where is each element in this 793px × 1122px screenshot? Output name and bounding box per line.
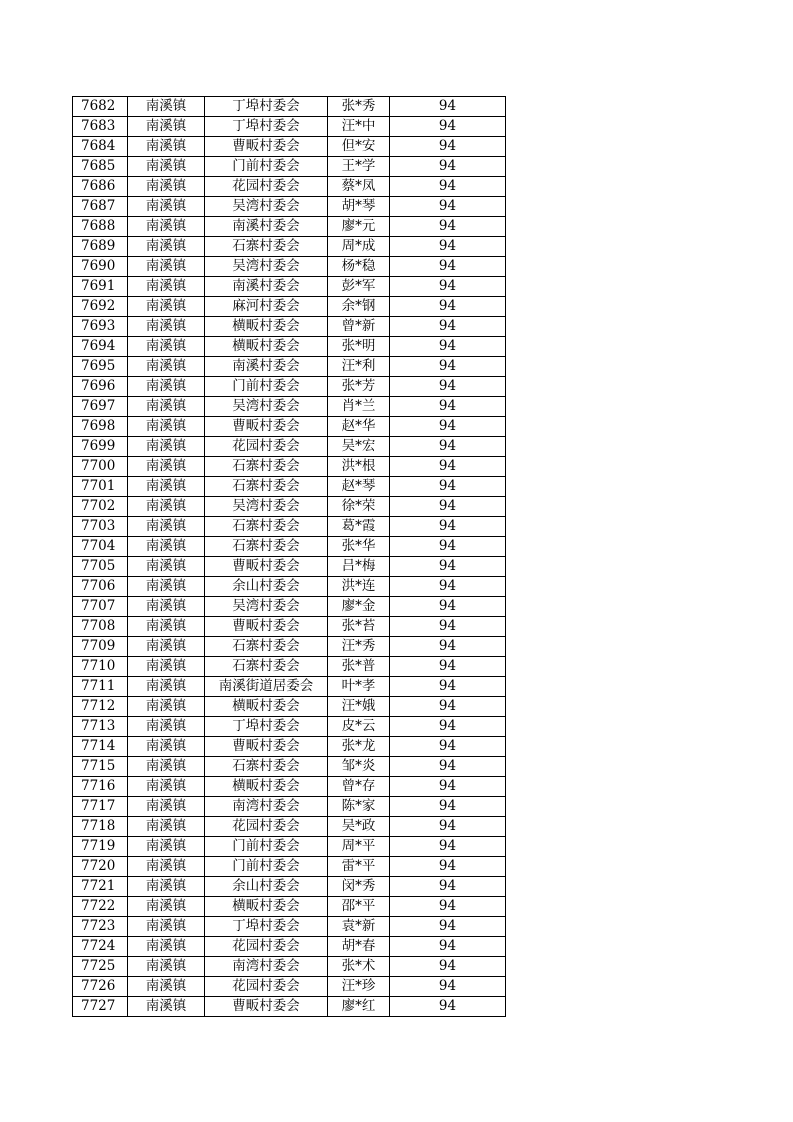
score-cell: 94 xyxy=(390,357,506,377)
table-row xyxy=(73,937,506,957)
village-cell: 门前村委会 xyxy=(205,837,328,857)
village-cell: 余山村委会 xyxy=(205,877,328,897)
score-cell: 94 xyxy=(390,797,506,817)
score-cell: 94 xyxy=(390,297,506,317)
village-cell: 石寨村委会 xyxy=(205,537,328,557)
person-name-cell: 洪*根 xyxy=(328,457,390,477)
record-id-cell: 7705 xyxy=(73,557,128,577)
table-row xyxy=(73,277,506,297)
village-cell: 石寨村委会 xyxy=(205,757,328,777)
table-row xyxy=(73,297,506,317)
village-cell: 石寨村委会 xyxy=(205,657,328,677)
person-name-cell: 雷*平 xyxy=(328,857,390,877)
record-table-body xyxy=(73,97,506,1017)
town-cell: 南溪镇 xyxy=(128,397,205,417)
score-cell: 94 xyxy=(390,637,506,657)
table-row xyxy=(73,777,506,797)
table-row xyxy=(73,757,506,777)
town-cell: 南溪镇 xyxy=(128,837,205,857)
town-cell: 南溪镇 xyxy=(128,597,205,617)
record-id-cell: 7698 xyxy=(73,417,128,437)
score-cell: 94 xyxy=(390,137,506,157)
score-cell: 94 xyxy=(390,337,506,357)
score-cell: 94 xyxy=(390,877,506,897)
person-name-cell: 葛*霞 xyxy=(328,517,390,537)
score-cell: 94 xyxy=(390,837,506,857)
score-cell: 94 xyxy=(390,717,506,737)
table-row xyxy=(73,977,506,997)
score-cell: 94 xyxy=(390,557,506,577)
score-cell: 94 xyxy=(390,497,506,517)
table-row xyxy=(73,577,506,597)
person-name-cell: 吕*梅 xyxy=(328,557,390,577)
table-row xyxy=(73,877,506,897)
village-cell: 横畈村委会 xyxy=(205,897,328,917)
score-cell: 94 xyxy=(390,257,506,277)
record-id-cell: 7683 xyxy=(73,117,128,137)
town-cell: 南溪镇 xyxy=(128,617,205,637)
score-cell: 94 xyxy=(390,177,506,197)
score-cell: 94 xyxy=(390,697,506,717)
table-row xyxy=(73,457,506,477)
town-cell: 南溪镇 xyxy=(128,97,205,117)
village-cell: 吴湾村委会 xyxy=(205,257,328,277)
town-cell: 南溪镇 xyxy=(128,957,205,977)
score-cell: 94 xyxy=(390,997,506,1017)
person-name-cell: 赵*琴 xyxy=(328,477,390,497)
village-cell: 曹畈村委会 xyxy=(205,737,328,757)
score-cell: 94 xyxy=(390,737,506,757)
village-cell: 石寨村委会 xyxy=(205,477,328,497)
person-name-cell: 邵*平 xyxy=(328,897,390,917)
village-cell: 南溪村委会 xyxy=(205,357,328,377)
town-cell: 南溪镇 xyxy=(128,897,205,917)
person-name-cell: 杨*稳 xyxy=(328,257,390,277)
village-cell: 吴湾村委会 xyxy=(205,497,328,517)
score-cell: 94 xyxy=(390,517,506,537)
village-cell: 吴湾村委会 xyxy=(205,197,328,217)
town-cell: 南溪镇 xyxy=(128,177,205,197)
person-name-cell: 陈*家 xyxy=(328,797,390,817)
table-row xyxy=(73,97,506,117)
table-row xyxy=(73,837,506,857)
person-name-cell: 吴*政 xyxy=(328,817,390,837)
town-cell: 南溪镇 xyxy=(128,797,205,817)
table-row xyxy=(73,557,506,577)
town-cell: 南溪镇 xyxy=(128,277,205,297)
score-cell: 94 xyxy=(390,277,506,297)
town-cell: 南溪镇 xyxy=(128,477,205,497)
score-cell: 94 xyxy=(390,537,506,557)
table-row xyxy=(73,437,506,457)
table-row xyxy=(73,137,506,157)
record-id-cell: 7697 xyxy=(73,397,128,417)
town-cell: 南溪镇 xyxy=(128,457,205,477)
record-id-cell: 7718 xyxy=(73,817,128,837)
score-cell: 94 xyxy=(390,817,506,837)
village-cell: 花园村委会 xyxy=(205,937,328,957)
score-cell: 94 xyxy=(390,97,506,117)
town-cell: 南溪镇 xyxy=(128,777,205,797)
town-cell: 南溪镇 xyxy=(128,757,205,777)
table-row xyxy=(73,497,506,517)
score-cell: 94 xyxy=(390,477,506,497)
village-cell: 丁埠村委会 xyxy=(205,117,328,137)
town-cell: 南溪镇 xyxy=(128,677,205,697)
person-name-cell: 胡*琴 xyxy=(328,197,390,217)
village-cell: 花园村委会 xyxy=(205,437,328,457)
record-id-cell: 7694 xyxy=(73,337,128,357)
village-cell: 曹畈村委会 xyxy=(205,557,328,577)
village-cell: 门前村委会 xyxy=(205,157,328,177)
person-name-cell: 蔡*凤 xyxy=(328,177,390,197)
score-cell: 94 xyxy=(390,977,506,997)
village-cell: 麻河村委会 xyxy=(205,297,328,317)
score-cell: 94 xyxy=(390,237,506,257)
score-cell: 94 xyxy=(390,397,506,417)
town-cell: 南溪镇 xyxy=(128,717,205,737)
town-cell: 南溪镇 xyxy=(128,737,205,757)
town-cell: 南溪镇 xyxy=(128,637,205,657)
record-id-cell: 7720 xyxy=(73,857,128,877)
table-row xyxy=(73,377,506,397)
record-id-cell: 7684 xyxy=(73,137,128,157)
village-cell: 石寨村委会 xyxy=(205,457,328,477)
table-row xyxy=(73,197,506,217)
town-cell: 南溪镇 xyxy=(128,157,205,177)
record-id-cell: 7714 xyxy=(73,737,128,757)
table-row xyxy=(73,417,506,437)
person-name-cell: 廖*红 xyxy=(328,997,390,1017)
village-cell: 花园村委会 xyxy=(205,817,328,837)
record-id-cell: 7708 xyxy=(73,617,128,637)
person-name-cell: 曾*存 xyxy=(328,777,390,797)
village-cell: 花园村委会 xyxy=(205,977,328,997)
record-id-cell: 7713 xyxy=(73,717,128,737)
score-cell: 94 xyxy=(390,437,506,457)
record-id-cell: 7701 xyxy=(73,477,128,497)
score-cell: 94 xyxy=(390,897,506,917)
town-cell: 南溪镇 xyxy=(128,237,205,257)
record-id-cell: 7712 xyxy=(73,697,128,717)
record-id-cell: 7721 xyxy=(73,877,128,897)
village-cell: 横畈村委会 xyxy=(205,337,328,357)
person-name-cell: 张*芳 xyxy=(328,377,390,397)
record-id-cell: 7724 xyxy=(73,937,128,957)
table-row xyxy=(73,397,506,417)
record-id-cell: 7687 xyxy=(73,197,128,217)
town-cell: 南溪镇 xyxy=(128,997,205,1017)
record-id-cell: 7702 xyxy=(73,497,128,517)
village-cell: 曹畈村委会 xyxy=(205,997,328,1017)
person-name-cell: 周*成 xyxy=(328,237,390,257)
score-cell: 94 xyxy=(390,757,506,777)
record-id-cell: 7717 xyxy=(73,797,128,817)
village-cell: 门前村委会 xyxy=(205,857,328,877)
village-cell: 南溪村委会 xyxy=(205,217,328,237)
table-row xyxy=(73,697,506,717)
town-cell: 南溪镇 xyxy=(128,217,205,237)
table-row xyxy=(73,737,506,757)
town-cell: 南溪镇 xyxy=(128,917,205,937)
village-cell: 南溪村委会 xyxy=(205,277,328,297)
person-name-cell: 张*术 xyxy=(328,957,390,977)
town-cell: 南溪镇 xyxy=(128,937,205,957)
town-cell: 南溪镇 xyxy=(128,117,205,137)
score-cell: 94 xyxy=(390,857,506,877)
record-id-cell: 7689 xyxy=(73,237,128,257)
table-row xyxy=(73,717,506,737)
record-id-cell: 7691 xyxy=(73,277,128,297)
village-cell: 石寨村委会 xyxy=(205,517,328,537)
score-cell: 94 xyxy=(390,677,506,697)
person-name-cell: 周*平 xyxy=(328,837,390,857)
person-name-cell: 闵*秀 xyxy=(328,877,390,897)
table-row xyxy=(73,657,506,677)
town-cell: 南溪镇 xyxy=(128,657,205,677)
person-name-cell: 张*秀 xyxy=(328,97,390,117)
person-name-cell: 但*安 xyxy=(328,137,390,157)
person-name-cell: 张*苔 xyxy=(328,617,390,637)
record-id-cell: 7725 xyxy=(73,957,128,977)
score-cell: 94 xyxy=(390,417,506,437)
score-cell: 94 xyxy=(390,957,506,977)
person-name-cell: 曾*新 xyxy=(328,317,390,337)
person-name-cell: 徐*荣 xyxy=(328,497,390,517)
person-name-cell: 余*钢 xyxy=(328,297,390,317)
record-id-cell: 7716 xyxy=(73,777,128,797)
table-row xyxy=(73,117,506,137)
village-cell: 花园村委会 xyxy=(205,177,328,197)
town-cell: 南溪镇 xyxy=(128,337,205,357)
table-row xyxy=(73,617,506,637)
town-cell: 南溪镇 xyxy=(128,197,205,217)
town-cell: 南溪镇 xyxy=(128,437,205,457)
town-cell: 南溪镇 xyxy=(128,577,205,597)
record-id-cell: 7700 xyxy=(73,457,128,477)
record-id-cell: 7685 xyxy=(73,157,128,177)
score-cell: 94 xyxy=(390,117,506,137)
town-cell: 南溪镇 xyxy=(128,417,205,437)
town-cell: 南溪镇 xyxy=(128,537,205,557)
village-cell: 曹畈村委会 xyxy=(205,417,328,437)
table-row xyxy=(73,477,506,497)
town-cell: 南溪镇 xyxy=(128,137,205,157)
record-id-cell: 7723 xyxy=(73,917,128,937)
score-cell: 94 xyxy=(390,157,506,177)
village-cell: 吴湾村委会 xyxy=(205,597,328,617)
person-name-cell: 叶*孝 xyxy=(328,677,390,697)
person-name-cell: 肖*兰 xyxy=(328,397,390,417)
table-row xyxy=(73,217,506,237)
table-row xyxy=(73,857,506,877)
village-cell: 石寨村委会 xyxy=(205,237,328,257)
record-id-cell: 7699 xyxy=(73,437,128,457)
record-id-cell: 7704 xyxy=(73,537,128,557)
town-cell: 南溪镇 xyxy=(128,317,205,337)
village-cell: 石寨村委会 xyxy=(205,637,328,657)
village-cell: 南湾村委会 xyxy=(205,957,328,977)
table-row xyxy=(73,317,506,337)
person-name-cell: 袁*新 xyxy=(328,917,390,937)
village-cell: 吴湾村委会 xyxy=(205,397,328,417)
person-name-cell: 汪*利 xyxy=(328,357,390,377)
town-cell: 南溪镇 xyxy=(128,817,205,837)
record-id-cell: 7692 xyxy=(73,297,128,317)
record-id-cell: 7726 xyxy=(73,977,128,997)
record-id-cell: 7711 xyxy=(73,677,128,697)
village-cell: 余山村委会 xyxy=(205,577,328,597)
record-id-cell: 7690 xyxy=(73,257,128,277)
person-name-cell: 彭*军 xyxy=(328,277,390,297)
person-name-cell: 廖*元 xyxy=(328,217,390,237)
record-id-cell: 7686 xyxy=(73,177,128,197)
record-id-cell: 7719 xyxy=(73,837,128,857)
score-cell: 94 xyxy=(390,457,506,477)
person-name-cell: 张*明 xyxy=(328,337,390,357)
table-row xyxy=(73,517,506,537)
town-cell: 南溪镇 xyxy=(128,517,205,537)
record-id-cell: 7727 xyxy=(73,997,128,1017)
table-row xyxy=(73,337,506,357)
record-id-cell: 7703 xyxy=(73,517,128,537)
town-cell: 南溪镇 xyxy=(128,257,205,277)
village-cell: 曹畈村委会 xyxy=(205,137,328,157)
town-cell: 南溪镇 xyxy=(128,377,205,397)
village-cell: 南湾村委会 xyxy=(205,797,328,817)
table-row xyxy=(73,957,506,977)
person-name-cell: 廖*金 xyxy=(328,597,390,617)
person-name-cell: 汪*珍 xyxy=(328,977,390,997)
town-cell: 南溪镇 xyxy=(128,497,205,517)
town-cell: 南溪镇 xyxy=(128,877,205,897)
score-cell: 94 xyxy=(390,217,506,237)
person-name-cell: 张*普 xyxy=(328,657,390,677)
table-row xyxy=(73,637,506,657)
table-row xyxy=(73,797,506,817)
record-id-cell: 7695 xyxy=(73,357,128,377)
person-name-cell: 张*华 xyxy=(328,537,390,557)
village-cell: 丁埠村委会 xyxy=(205,97,328,117)
village-cell: 南溪街道居委会 xyxy=(205,677,328,697)
village-cell: 门前村委会 xyxy=(205,377,328,397)
town-cell: 南溪镇 xyxy=(128,357,205,377)
record-id-cell: 7696 xyxy=(73,377,128,397)
score-cell: 94 xyxy=(390,597,506,617)
table-row xyxy=(73,897,506,917)
record-id-cell: 7722 xyxy=(73,897,128,917)
record-id-cell: 7709 xyxy=(73,637,128,657)
record-id-cell: 7682 xyxy=(73,97,128,117)
record-table xyxy=(72,96,506,1017)
score-cell: 94 xyxy=(390,577,506,597)
village-cell: 丁埠村委会 xyxy=(205,717,328,737)
village-cell: 曹畈村委会 xyxy=(205,617,328,637)
score-cell: 94 xyxy=(390,937,506,957)
table-row xyxy=(73,357,506,377)
table-row xyxy=(73,677,506,697)
score-cell: 94 xyxy=(390,317,506,337)
score-cell: 94 xyxy=(390,617,506,637)
person-name-cell: 汪*秀 xyxy=(328,637,390,657)
town-cell: 南溪镇 xyxy=(128,297,205,317)
score-cell: 94 xyxy=(390,917,506,937)
table-row xyxy=(73,817,506,837)
table-row xyxy=(73,177,506,197)
person-name-cell: 张*龙 xyxy=(328,737,390,757)
village-cell: 横畈村委会 xyxy=(205,777,328,797)
person-name-cell: 汪*中 xyxy=(328,117,390,137)
person-name-cell: 洪*连 xyxy=(328,577,390,597)
person-name-cell: 邹*炎 xyxy=(328,757,390,777)
table-row xyxy=(73,537,506,557)
table-row xyxy=(73,257,506,277)
record-id-cell: 7707 xyxy=(73,597,128,617)
person-name-cell: 吴*宏 xyxy=(328,437,390,457)
record-id-cell: 7715 xyxy=(73,757,128,777)
score-cell: 94 xyxy=(390,657,506,677)
village-cell: 丁埠村委会 xyxy=(205,917,328,937)
person-name-cell: 皮*云 xyxy=(328,717,390,737)
table-row xyxy=(73,157,506,177)
record-id-cell: 7706 xyxy=(73,577,128,597)
table-row xyxy=(73,917,506,937)
person-name-cell: 赵*华 xyxy=(328,417,390,437)
person-name-cell: 王*学 xyxy=(328,157,390,177)
table-row xyxy=(73,237,506,257)
town-cell: 南溪镇 xyxy=(128,857,205,877)
score-cell: 94 xyxy=(390,377,506,397)
town-cell: 南溪镇 xyxy=(128,697,205,717)
person-name-cell: 胡*春 xyxy=(328,937,390,957)
table-row xyxy=(73,997,506,1017)
score-cell: 94 xyxy=(390,197,506,217)
town-cell: 南溪镇 xyxy=(128,557,205,577)
person-name-cell: 汪*娥 xyxy=(328,697,390,717)
score-cell: 94 xyxy=(390,777,506,797)
record-id-cell: 7710 xyxy=(73,657,128,677)
record-id-cell: 7693 xyxy=(73,317,128,337)
record-id-cell: 7688 xyxy=(73,217,128,237)
village-cell: 横畈村委会 xyxy=(205,697,328,717)
town-cell: 南溪镇 xyxy=(128,977,205,997)
village-cell: 横畈村委会 xyxy=(205,317,328,337)
table-row xyxy=(73,597,506,617)
